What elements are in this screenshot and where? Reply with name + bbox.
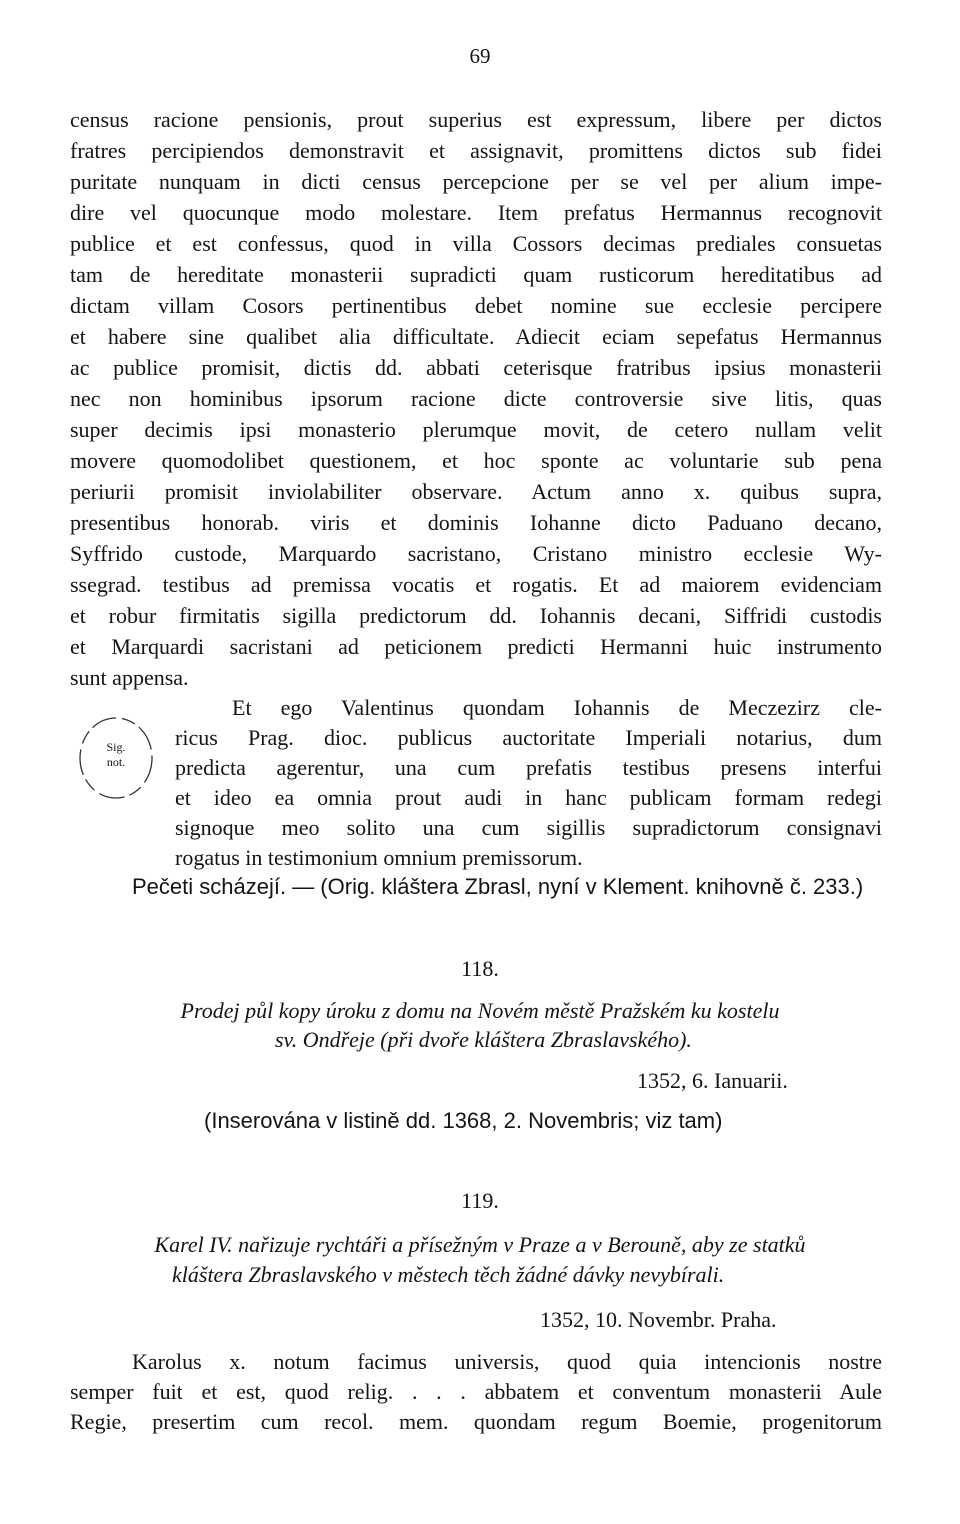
text-line: dictam villam Cosors pertinentibus debet nomine sue ecclesie percipere	[70, 293, 882, 318]
text-line: tam de hereditate monasterii supradicti quam rusticorum hereditatibus ad	[70, 262, 882, 287]
seal-label: not.	[106, 755, 126, 769]
text-line: census racione pensionis, prout superius est expressum, libere per dictos	[70, 107, 882, 132]
text-line: sunt appensa.	[70, 665, 189, 690]
text-line: puritate nunquam in dicti census percepcione per se vel per alium impe-	[70, 169, 882, 194]
document-title-line: kláštera Zbraslavského v městech těch žádné dávky nevybírali.	[172, 1262, 725, 1287]
page-number: 69	[469, 44, 491, 68]
text-line: semper fuit et est, quod relig. . . . abbatem et conventum monasterii Aule	[70, 1379, 882, 1404]
text-line: movere quomodolibet questionem, et hoc sponte ac voluntarie sub pena	[70, 448, 882, 473]
document-note: (Inserována v listině dd. 1368, 2. Novembris; viz tam)	[204, 1108, 723, 1133]
text-line: fratres percipiendos demonstravit et assignavit, promittens dictos sub fidei	[70, 138, 882, 163]
text-line: predicta agerentur, una cum prefatis testibus presens interfui	[175, 755, 882, 780]
document-title-line: sv. Ondřeje (při dvoře kláštera Zbraslavského).	[275, 1027, 692, 1052]
document-date: 1352, 6. Ianuarii.	[637, 1068, 788, 1093]
document-date: 1352, 10. Novembr. Praha.	[540, 1307, 777, 1332]
notary-seal	[76, 712, 156, 802]
text-line: et ideo ea omnia prout audi in hanc publicam formam redegi	[175, 785, 882, 810]
text-line: rogatus in testimonium omnium premissorum.	[175, 845, 583, 870]
text-line: presentibus honorab. viris et dominis Iohanne dicto Paduano decano,	[70, 510, 882, 535]
text-line: et robur firmitatis sigilla predictorum dd. Iohannis decani, Siffridi custodis	[70, 603, 882, 628]
text-line: et habere sine qualibet alia difficultate. Adiecit eciam sepefatus Hermannus	[70, 324, 882, 349]
document-title-line: Karel IV. nařizuje rychtáři a přísežným v Praze a v Berouně, aby ze statků	[154, 1232, 806, 1257]
text-line: et Marquardi sacristani ad peticionem predicti Hermanni huic instrumento	[70, 634, 882, 659]
text-line: dire vel quocunque modo molestare. Item prefatus Hermannus recognovit	[70, 200, 882, 225]
document-number: 119.	[461, 1188, 499, 1213]
text-line: publice et est confessus, quod in villa Cossors decimas prediales consuetas	[70, 231, 882, 256]
text-line: Karolus x. notum facimus universis, quod quia intencionis nostre	[132, 1349, 882, 1374]
text-line: periurii promisit inviolabiliter observare. Actum anno x. quibus supra,	[70, 479, 882, 504]
text-line: ac publice promisit, dictis dd. abbati ceterisque fratribus ipsius monasterii	[70, 355, 882, 380]
source-note: Pečeti scházejí. — (Orig. kláštera Zbrasl, nyní v Klement. knihovně č. 233.)	[132, 874, 864, 899]
text-line: ssegrad. testibus ad premissa vocatis et rogatis. Et ad maiorem evidenciam	[70, 572, 882, 597]
text-line: Syffrido custode, Marquardo sacristano, Cristano ministro ecclesie Wy-	[70, 541, 882, 566]
text-line: Et ego Valentinus quondam Iohannis de Meczezirz cle-	[232, 695, 882, 720]
seal-label: Sig.	[106, 740, 126, 754]
text-line: Regie, presertim cum recol. mem. quondam regum Boemie, progenitorum	[70, 1409, 882, 1434]
text-line: super decimis ipsi monasterio plerumque movit, de cetero nullam velit	[70, 417, 882, 442]
text-line: signoque meo solito una cum sigillis supradictorum consignavi	[175, 815, 882, 840]
text-line: nec non hominibus ipsorum racione dicte controversie sive litis, quas	[70, 386, 882, 411]
text-line: ricus Prag. dioc. publicus auctoritate Imperiali notarius, dum	[175, 725, 882, 750]
document-number: 118.	[461, 956, 499, 981]
document-title-line: Prodej půl kopy úroku z domu na Novém městě Pražském ku kostelu	[180, 998, 780, 1023]
